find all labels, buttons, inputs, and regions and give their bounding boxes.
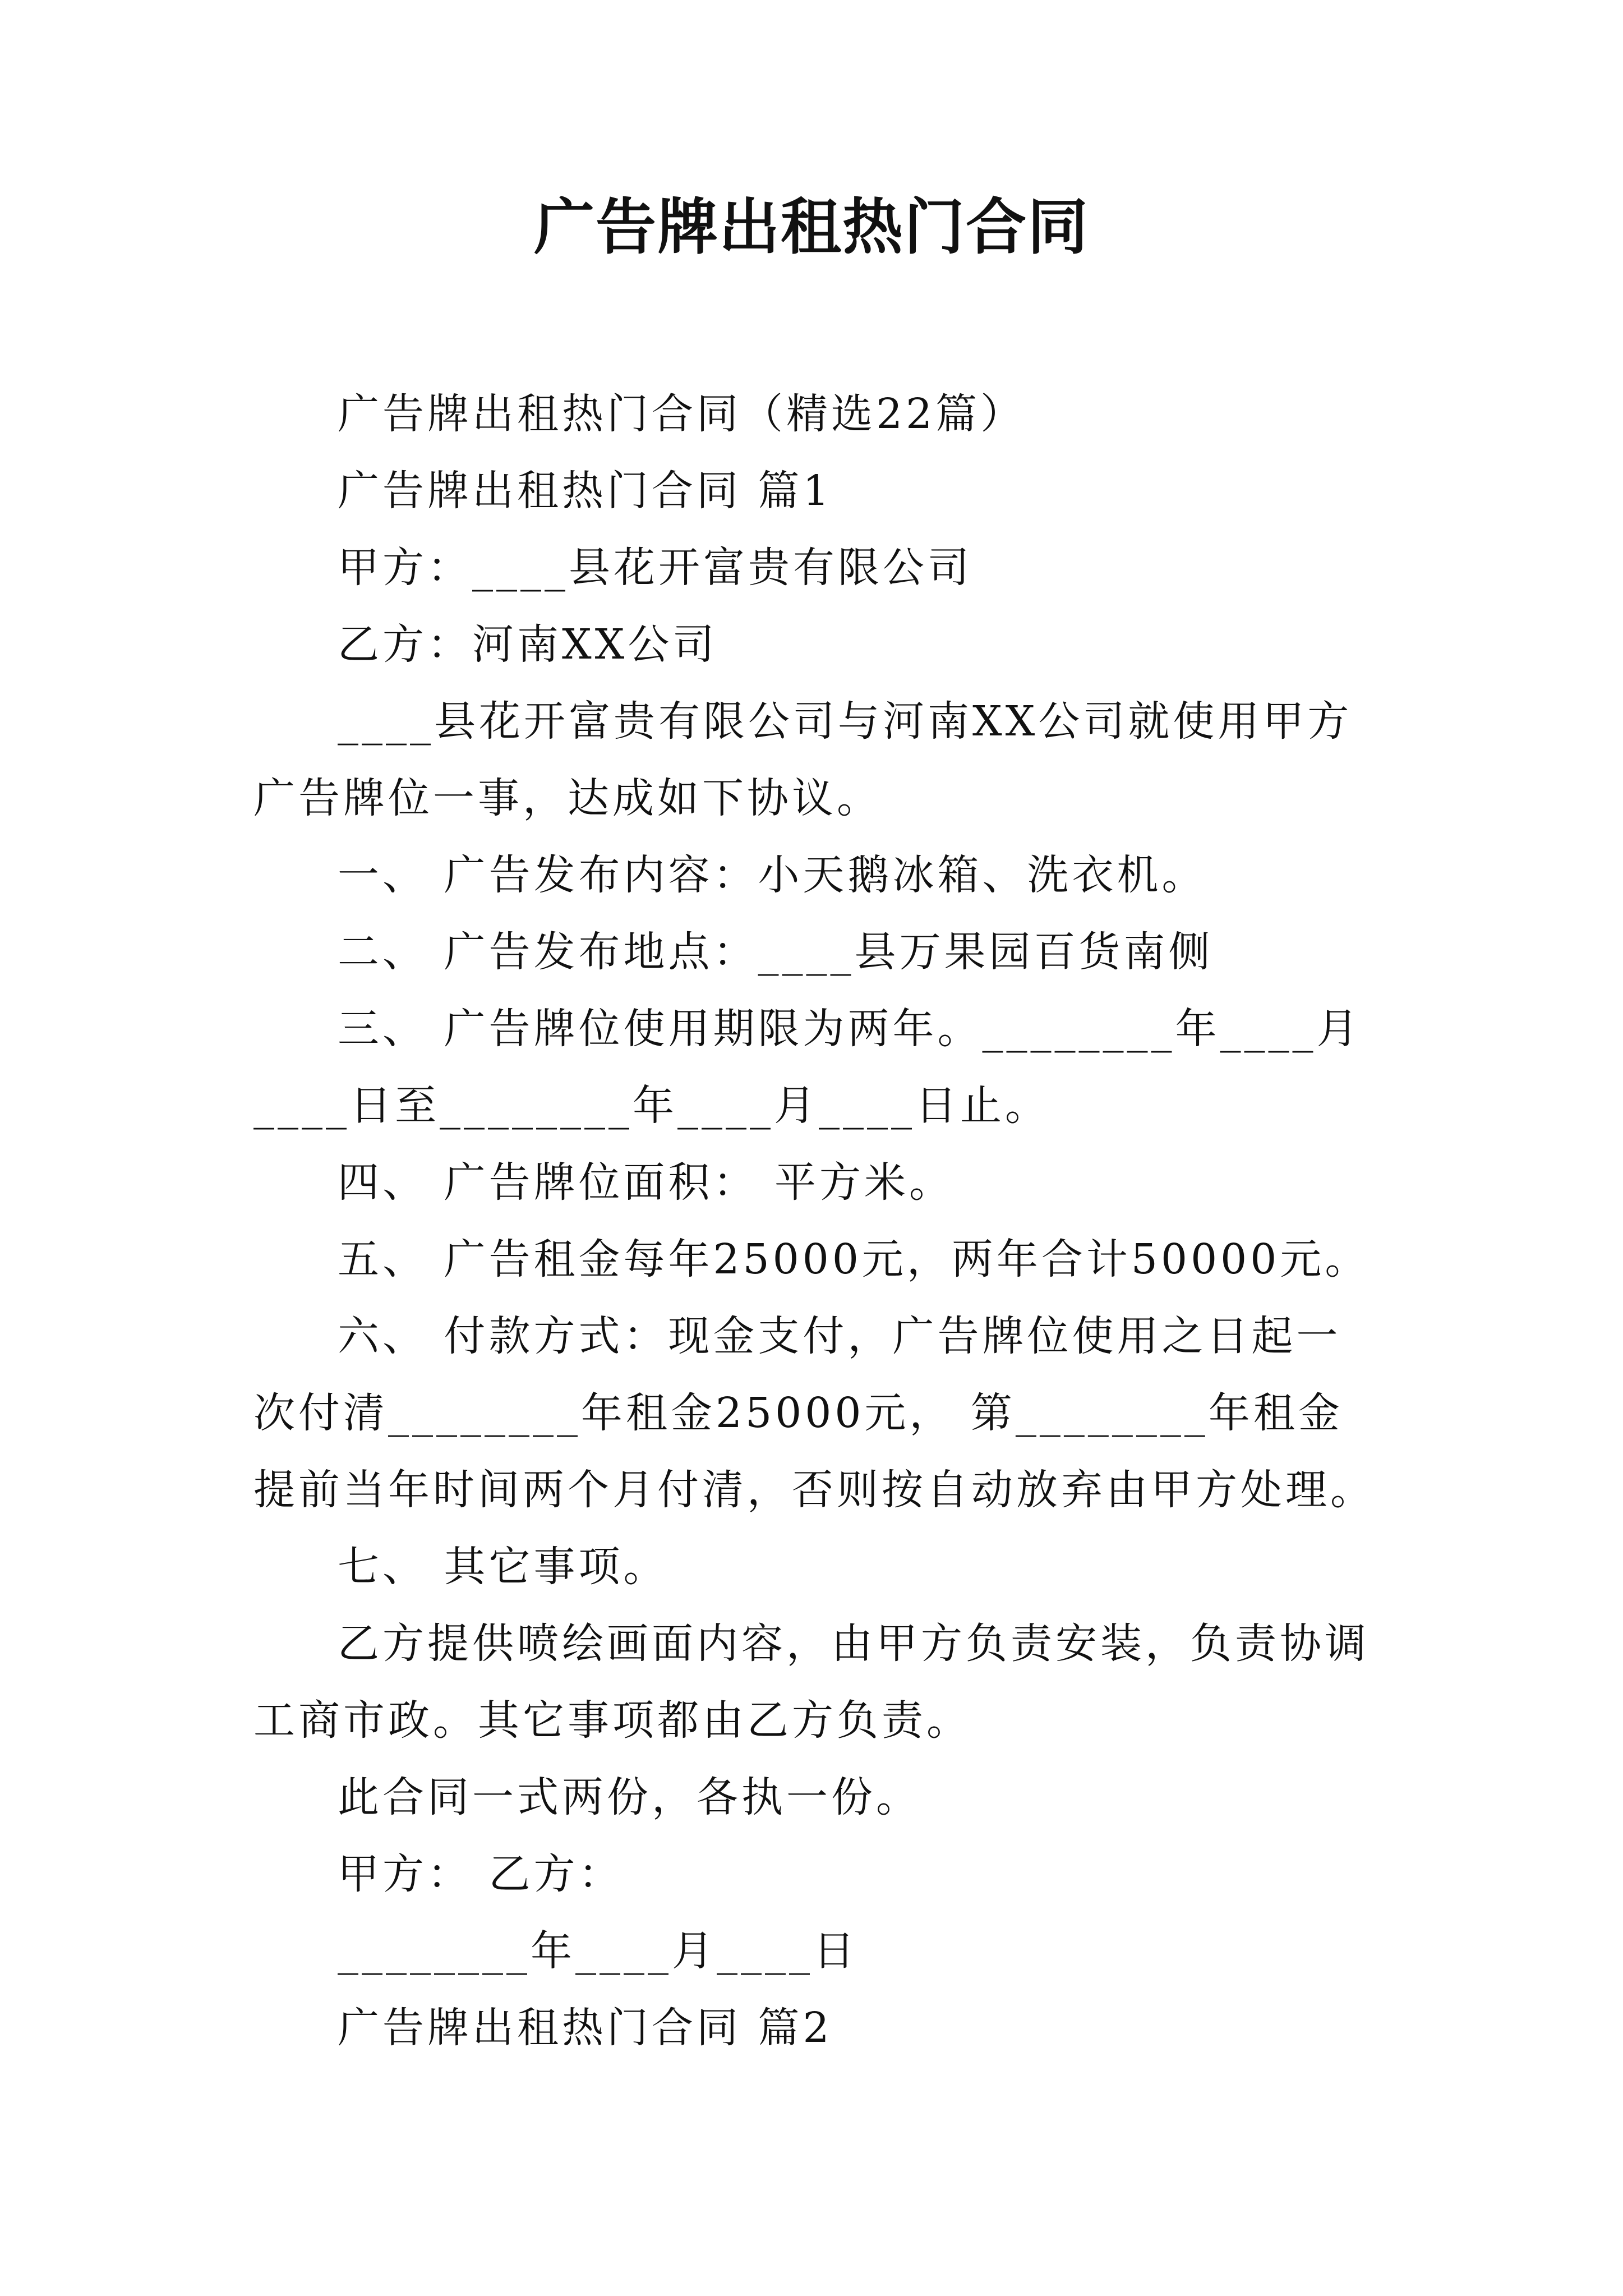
document-body (253, 376, 1381, 2067)
clause-5: 五、 广告租金每年25000元，两年合计50000元。 (338, 1235, 1370, 1283)
agreement-intro-paragraph: ____县花开富贵有限公司与河南XX公司就使用甲方广告牌位一事，达成如下协议。 (253, 697, 1353, 822)
clause-7: 七、 其它事项。 (338, 1543, 668, 1591)
party-b-line: 乙方：河南XX公司 (338, 620, 718, 669)
document-title: 广告牌出租热门合同 (533, 192, 1089, 263)
section-heading-1: 广告牌出租热门合同 篇1 (338, 467, 833, 515)
signature-date-line: ________年____月____日 (338, 1927, 858, 1975)
clause-7-detail: 乙方提供喷绘画面内容，由甲方负责安装，负责协调工商市政。其它事项都由乙方负责。 (253, 1619, 1370, 1745)
copies-paragraph: 此合同一式两份，各执一份。 (338, 1773, 921, 1821)
section-heading-2: 广告牌出租热门合同 篇2 (338, 2004, 833, 2052)
clause-6: 六、 付款方式：现金支付，广告牌位使用之日起一次付清________年租金25000元， 第________年租金提前当年时间两个月付清，否则按自动放弃由甲方处理。 (253, 1312, 1375, 1514)
clause-2: 二、 广告发布地点：____县万果园百货南侧 (338, 928, 1214, 976)
signature-parties-line: 甲方： 乙方： (338, 1850, 624, 1898)
subtitle-paragraph: 广告牌出租热门合同（精选22篇） (338, 390, 1026, 438)
party-a-line: 甲方：____县花开富贵有限公司 (338, 544, 972, 592)
clause-4: 四、 广告牌位面积： 平方米。 (338, 1158, 955, 1207)
clause-3: 三、 广告牌位使用期限为两年。________年____月____日至________年____月____日止。 (253, 1005, 1362, 1130)
clause-1: 一、 广告发布内容：小天鹅冰箱、洗衣机。 (338, 851, 1207, 899)
